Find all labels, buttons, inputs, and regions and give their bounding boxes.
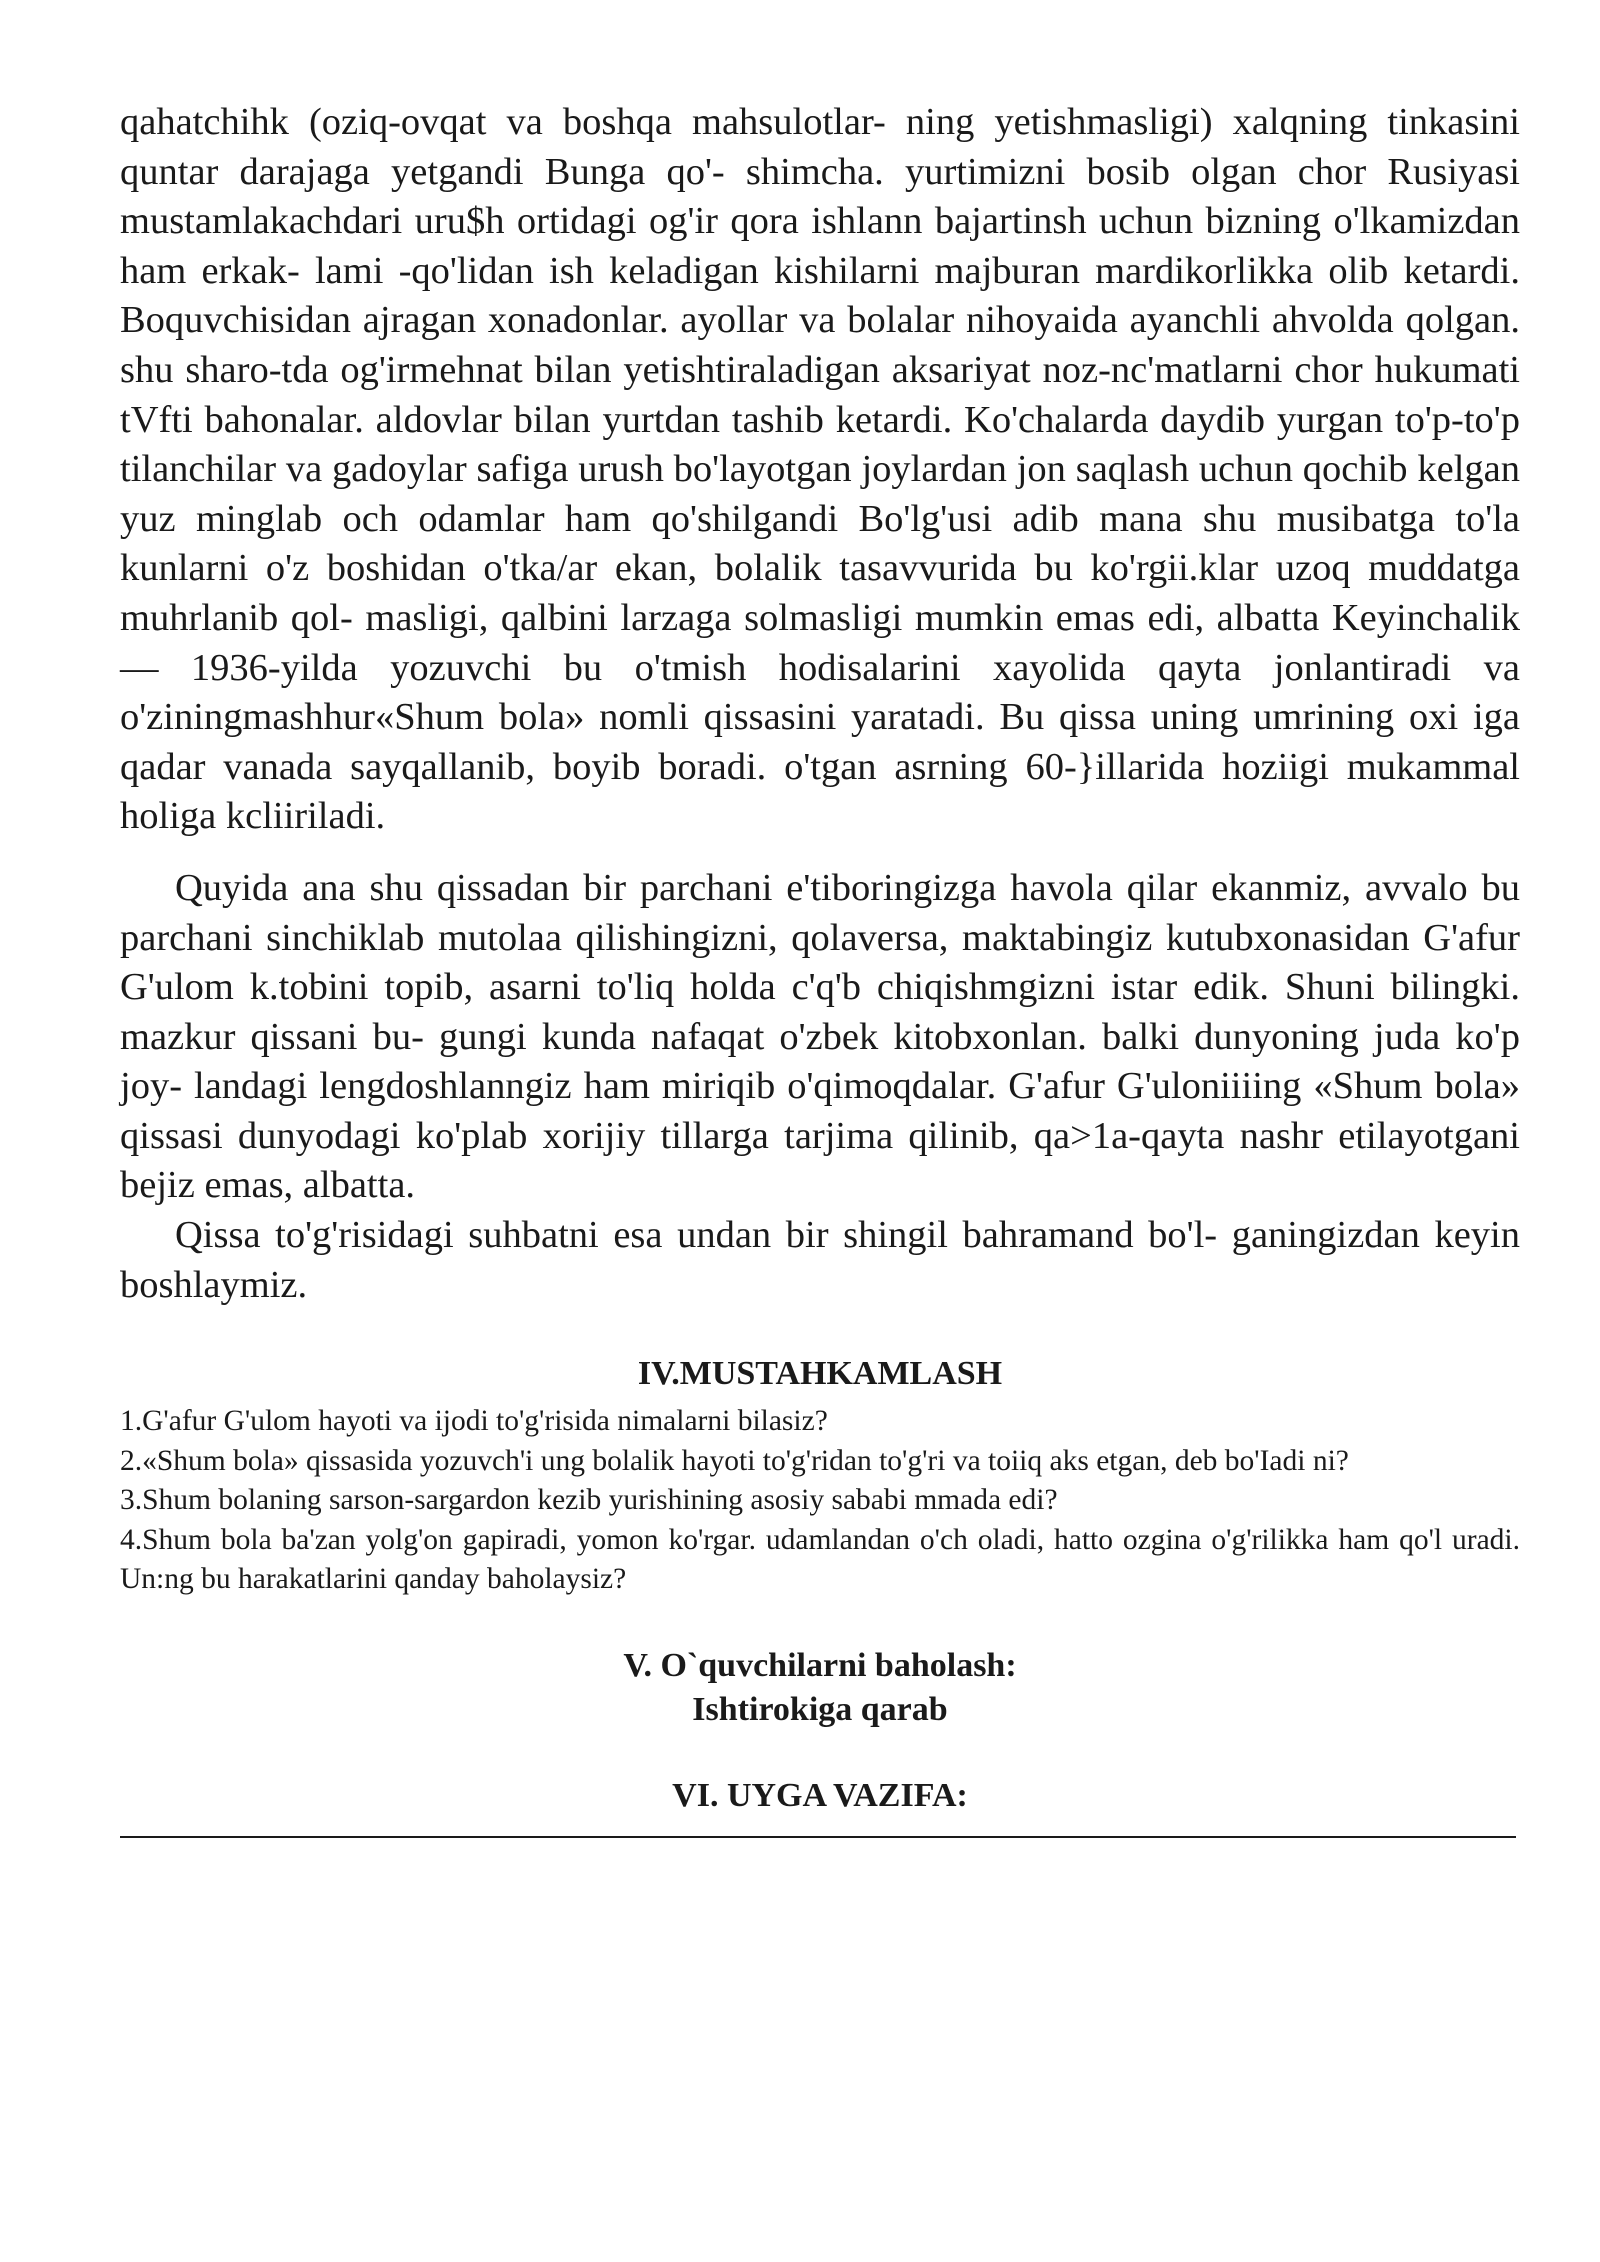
section-iv-heading: IV.MUSTAHKAMLASH <box>637 1355 1003 1393</box>
question-3: 3.Shum bolaning sarson-sargardon kezib yurishining asosiy sababi mmada edi? <box>120 1484 1058 1517</box>
section-v-heading: V. O`quvchilarni baholash: <box>623 1646 1017 1684</box>
body-paragraph-1: qahatchihk (oziq-ovqat va boshqa mahsulotlar- ning yetishmasligi) xalqning tinkasini quntar darajaga yetgandi Bunga qo'- shimcha. yurtimizni bosib olgan chor Rusiyasi mustamlakachdari uru$h ortidagi og'ir qora ishlann bajartinsh uchun bizning o'lkamizdan ham erkak- lami -qo'lidan ish keladigan kishilarni majburan mardikorlikka olib ketardi. Boquvchisidan ajragan xonadonlar. ayollar va bolalar nihoyaida ayanchli ahvolda qolgan. shu sharo-tda og'irmehnat bilan yetishtiraladigan aksariyat noz-nc'matlarni chor hukumati tVfti bahonalar. aldovlar bilan yurtdan tashib ketardi. Ko'chalarda daydib yurgan to'p-to'p tilanchilar va gadoylar safiga urush bo'layotgan joylardan jon saqlash uchun qochib kelgan yuz minglab och odamlar ham qo'shilgandi Bo'lg'usi adib mana shu musibatga to'la kunlarni o'z boshidan o'tka/ar ekan, bolalik tasavvurida bu ko'rgii.klar uzoq muddatga muhrlanib qol- masligi, qalbini larzaga solmasligi mumkin emas edi, albatta Keyinchalik — 1936-yilda yozuvchi bu o'tmish hodisalarini xayolida qayta jonlantiradi va o'ziningmashhur«Shum bola» nomli qissasini yaratadi. Bu qissa uning umrining oxi iga qadar vanada sayqallanib, boyib boradi. o'tgan asrning 60-}illarida hoziigi mukammal holiga kcliiriladi. <box>120 101 1520 838</box>
body-paragraph-2: Quyida ana shu qissadan bir parchani e'tiboringizga havola qilar ekanmiz, avvalo bu parchani sinchiklab mutolaa qilishingizni, qolaversa, maktabingiz kutubxonasidan G'afur G'ulom k.tobini topib, asarni to'liq holda c'q'b chiqishmgizni istar edik. Shuni bilingki. mazkur qissani bu- gungi kunda nafaqat o'zbek kitobxonlan. balki dunyoning juda ko'p joy- landagi lengdoshlanngiz ham miriqib o'qimoqdalar. G'afur G'uloniiiing «Shum bola» qissasi dunyodagi ko'plab xorijiy tillarga tarjima qilinib, qa>1a-qayta nashr etilayotgani bejiz emas, albatta. <box>120 866 1520 1207</box>
document-page <box>120 98 1520 1838</box>
body-paragraph-3: Qissa to'g'risidagi suhbatni esa undan bir shingil bahramand bo'l- ganingizdan keyin boshlaymiz. <box>120 1214 1520 1306</box>
question-1: 1.G'afur G'ulom hayoti va ijodi to'g'risida nimalarni bilasiz? <box>120 1405 828 1438</box>
question-4: 4.Shum bola ba'zan yolg'on gapiradi, yomon ko'rgar. udamlandan o'ch oladi, hatto ozgina o'g'rilikka ham qo'l uradi. Un:ng bu harakatlarini qanday baholaysiz? <box>120 1523 1520 1596</box>
section-vi-heading: VI. UYGA VAZIFA: <box>672 1776 968 1814</box>
section-v-subheading: Ishtirokiga qarab <box>692 1690 948 1728</box>
homework-answer-line <box>120 1836 1516 1838</box>
question-list <box>120 1402 1520 1600</box>
question-2: 2.«Shum bola» qissasida yozuvch'i ung bolalik hayoti to'g'ridan to'g'ri va toiiq aks etgan, deb bo'Iadi ni? <box>120 1444 1349 1477</box>
